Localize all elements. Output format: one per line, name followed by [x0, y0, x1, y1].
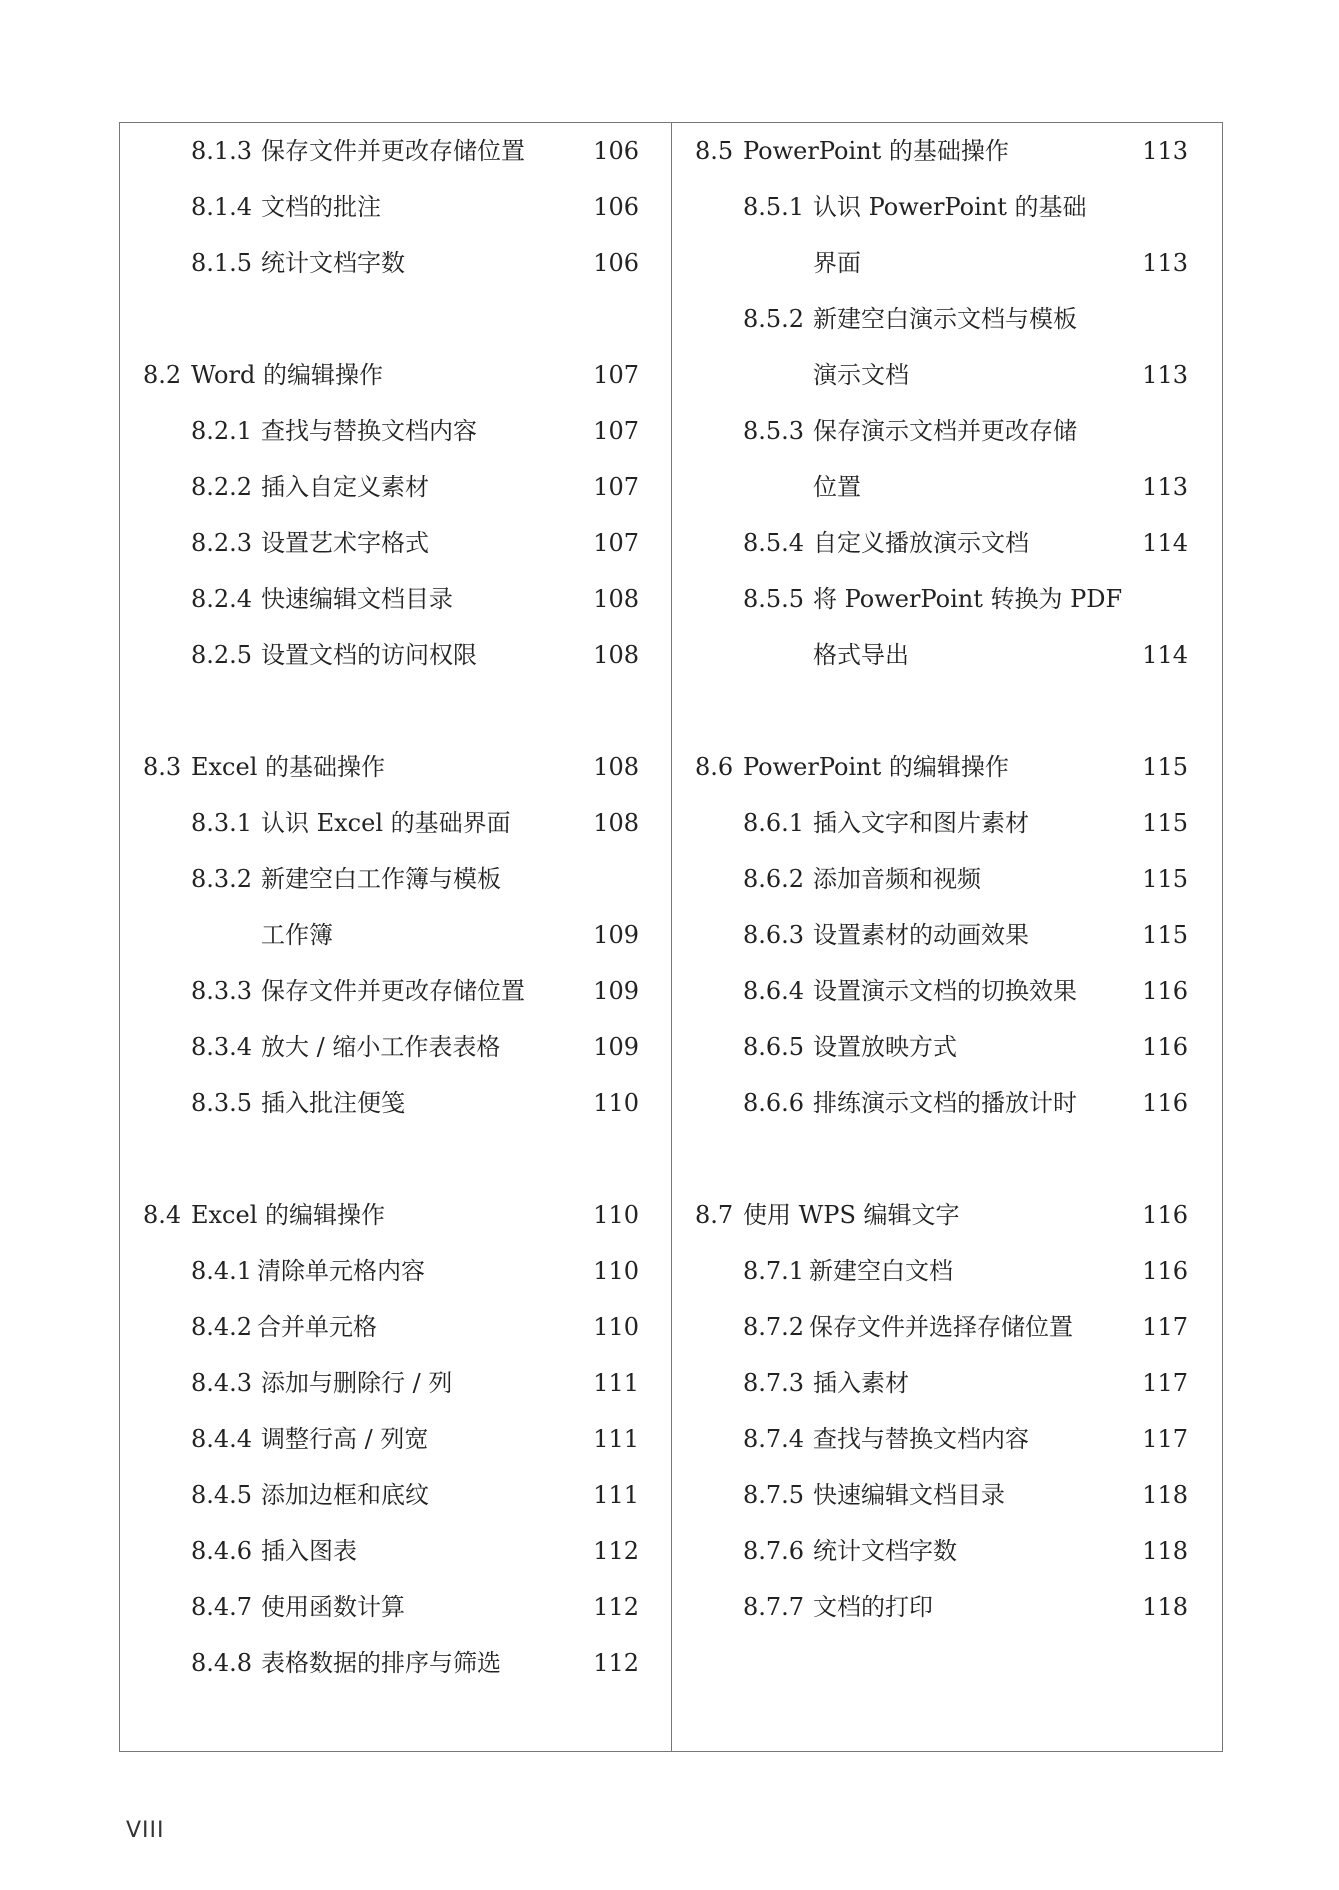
entry-page: 106 [593, 193, 639, 221]
entry-number: 8.3.5 [191, 1089, 253, 1117]
toc-section-8-7[interactable] [672, 1187, 1222, 1243]
section-page: 110 [593, 1201, 639, 1229]
entry-number: 8.2.4 [191, 585, 253, 613]
entry-title-continued: 位置 [813, 473, 861, 501]
entry-page: 109 [593, 921, 639, 949]
toc-section-8-3[interactable] [120, 739, 671, 795]
toc-entry-8-6-1[interactable] [672, 795, 1222, 851]
toc-entry-8-7-2[interactable] [672, 1299, 1222, 1355]
entry-page: 116 [1142, 1257, 1188, 1285]
entry-page: 116 [1142, 977, 1188, 1005]
toc-entry-8-2-3[interactable] [120, 515, 671, 571]
entry-number: 8.6.6 [743, 1089, 805, 1117]
entry-number: 8.1.3 [191, 137, 253, 165]
toc-entry-8-6-6[interactable] [672, 1075, 1222, 1131]
entry-title: 调整行高 / 列宽 [261, 1425, 429, 1453]
section-page: 116 [1142, 1201, 1188, 1229]
entry-number: 8.2.5 [191, 641, 253, 669]
entry-title-continued: 工作簿 [261, 921, 333, 949]
toc-entry-8-5-1[interactable] [672, 179, 1222, 235]
toc-entry-8-3-2[interactable] [120, 851, 671, 907]
section-number: 8.7 [695, 1201, 734, 1229]
entry-page: 115 [1142, 865, 1188, 893]
entry-number: 8.7.7 [743, 1593, 805, 1621]
entry-number: 8.6.5 [743, 1033, 805, 1061]
entry-number: 8.5.5 [743, 585, 805, 613]
toc-entry-8-4-1[interactable] [120, 1243, 671, 1299]
entry-title: 插入自定义素材 [261, 473, 429, 501]
section-number: 8.6 [695, 753, 734, 781]
toc-entry-8-4-4[interactable] [120, 1411, 671, 1467]
entry-title-continued: 演示文档 [813, 361, 909, 389]
toc-entry-8-5-2[interactable] [672, 291, 1222, 347]
entry-page: 117 [1142, 1313, 1188, 1341]
entry-title: 插入图表 [261, 1537, 357, 1565]
section-title: 使用 WPS 编辑文字 [743, 1201, 960, 1229]
entry-title: 设置艺术字格式 [261, 529, 429, 557]
toc-entry-8-7-7[interactable] [672, 1579, 1222, 1635]
entry-title: 排练演示文档的播放计时 [813, 1089, 1077, 1117]
entry-page: 112 [593, 1537, 639, 1565]
toc-entry-8-4-7[interactable] [120, 1579, 671, 1635]
entry-number: 8.7.4 [743, 1425, 805, 1453]
toc-frame [119, 122, 1223, 1752]
toc-section-8-4[interactable] [120, 1187, 671, 1243]
entry-title: 新建空白工作簿与模板 [261, 865, 501, 893]
entry-title: 设置放映方式 [813, 1033, 957, 1061]
entry-number: 8.7.3 [743, 1369, 805, 1397]
entry-title-continued: 界面 [813, 249, 861, 277]
entry-number: 8.6.2 [743, 865, 805, 893]
entry-number: 8.4.2 [191, 1313, 253, 1341]
entry-number: 8.1.5 [191, 249, 253, 277]
page-number: VIII [126, 1818, 165, 1843]
entry-title: 快速编辑文档目录 [261, 585, 453, 613]
toc-entry-8-7-1[interactable] [672, 1243, 1222, 1299]
entry-title: 设置文档的访问权限 [261, 641, 477, 669]
entry-title: 保存文件并更改存储位置 [261, 977, 525, 1005]
entry-title: 将 PowerPoint 转换为 PDF [813, 585, 1123, 613]
entry-number: 8.5.4 [743, 529, 805, 557]
toc-section-8-2[interactable] [120, 347, 671, 403]
entry-number: 8.2.3 [191, 529, 253, 557]
entry-title: 认识 PowerPoint 的基础 [813, 193, 1087, 221]
entry-title: 插入批注便笺 [261, 1089, 405, 1117]
entry-number: 8.4.5 [191, 1481, 253, 1509]
toc-entry-8-6-3[interactable] [672, 907, 1222, 963]
entry-title: 统计文档字数 [261, 249, 405, 277]
toc-entry-8-3-4[interactable] [120, 1019, 671, 1075]
entry-number: 8.7.5 [743, 1481, 805, 1509]
toc-entry-8-5-2-continued[interactable] [672, 347, 1222, 403]
toc-entry-8-4-8[interactable] [120, 1635, 671, 1691]
entry-number: 8.4.1 [191, 1257, 253, 1285]
entry-number: 8.5.3 [743, 417, 805, 445]
entry-title: 统计文档字数 [813, 1537, 957, 1565]
toc-entry-8-5-5[interactable] [672, 571, 1222, 627]
entry-page: 110 [593, 1257, 639, 1285]
toc-entry-8-6-4[interactable] [672, 963, 1222, 1019]
entry-page: 115 [1142, 809, 1188, 837]
entry-title: 文档的批注 [261, 193, 381, 221]
entry-page: 108 [593, 641, 639, 669]
entry-title: 清除单元格内容 [257, 1257, 425, 1285]
section-title: Excel 的编辑操作 [191, 1201, 386, 1229]
section-title: PowerPoint 的基础操作 [743, 137, 1009, 165]
entry-page: 118 [1142, 1537, 1188, 1565]
entry-title: 使用函数计算 [261, 1593, 405, 1621]
entry-title: 文档的打印 [813, 1593, 933, 1621]
entry-title: 自定义播放演示文档 [813, 529, 1029, 557]
entry-title: 插入素材 [813, 1369, 909, 1397]
entry-title: 设置演示文档的切换效果 [813, 977, 1077, 1005]
toc-section-8-5[interactable] [672, 123, 1222, 179]
entry-page: 110 [593, 1313, 639, 1341]
entry-title: 放大 / 缩小工作表表格 [261, 1033, 501, 1061]
entry-title: 合并单元格 [257, 1313, 377, 1341]
entry-title: 添加边框和底纹 [261, 1481, 429, 1509]
entry-page: 113 [1142, 473, 1188, 501]
entry-page: 109 [593, 1033, 639, 1061]
entry-title: 保存文件并更改存储位置 [261, 137, 525, 165]
section-number: 8.5 [695, 137, 734, 165]
entry-number: 8.7.6 [743, 1537, 805, 1565]
entry-page: 113 [1142, 249, 1188, 277]
toc-entry-8-5-5-continued[interactable] [672, 627, 1222, 683]
entry-number: 8.4.4 [191, 1425, 253, 1453]
entry-page: 107 [593, 529, 639, 557]
toc-entry-8-4-6[interactable] [120, 1523, 671, 1579]
section-title: Word 的编辑操作 [191, 361, 383, 389]
section-page: 108 [593, 753, 639, 781]
entry-number: 8.5.2 [743, 305, 805, 333]
entry-number: 8.4.7 [191, 1593, 253, 1621]
entry-page: 107 [593, 417, 639, 445]
toc-entry-8-3-5[interactable] [120, 1075, 671, 1131]
section-page: 115 [1142, 753, 1188, 781]
toc-entry-8-7-5[interactable] [672, 1467, 1222, 1523]
entry-number: 8.3.1 [191, 809, 253, 837]
entry-title-continued: 格式导出 [813, 641, 909, 669]
entry-page: 106 [593, 249, 639, 277]
entry-number: 8.4.3 [191, 1369, 253, 1397]
entry-page: 115 [1142, 921, 1188, 949]
toc-entry-8-7-4[interactable] [672, 1411, 1222, 1467]
entry-title: 查找与替换文档内容 [261, 417, 477, 445]
toc-entry-8-2-4[interactable] [120, 571, 671, 627]
entry-number: 8.7.1 [743, 1257, 805, 1285]
entry-title: 认识 Excel 的基础界面 [261, 809, 511, 837]
entry-page: 112 [593, 1593, 639, 1621]
entry-title: 快速编辑文档目录 [813, 1481, 1005, 1509]
entry-number: 8.1.4 [191, 193, 253, 221]
entry-number: 8.3.4 [191, 1033, 253, 1061]
toc-entry-8-3-3[interactable] [120, 963, 671, 1019]
section-title: Excel 的基础操作 [191, 753, 386, 781]
entry-number: 8.2.2 [191, 473, 253, 501]
toc-entry-8-3-1[interactable] [120, 795, 671, 851]
entry-page: 111 [593, 1425, 639, 1453]
entry-number: 8.5.1 [743, 193, 805, 221]
entry-number: 8.6.3 [743, 921, 805, 949]
entry-page: 108 [593, 809, 639, 837]
toc-entry-8-5-3[interactable] [672, 403, 1222, 459]
entry-number: 8.6.4 [743, 977, 805, 1005]
toc-entry-8-1-5[interactable] [120, 235, 671, 291]
entry-title: 保存演示文档并更改存储 [813, 417, 1077, 445]
entry-page: 118 [1142, 1481, 1188, 1509]
entry-page: 116 [1142, 1089, 1188, 1117]
entry-page: 109 [593, 977, 639, 1005]
entry-page: 107 [593, 473, 639, 501]
entry-page: 117 [1142, 1369, 1188, 1397]
entry-page: 106 [593, 137, 639, 165]
entry-title: 设置素材的动画效果 [813, 921, 1029, 949]
toc-entry-8-2-1[interactable] [120, 403, 671, 459]
entry-page: 118 [1142, 1593, 1188, 1621]
toc-entry-8-3-2-continued[interactable] [120, 907, 671, 963]
entry-page: 117 [1142, 1425, 1188, 1453]
section-title: PowerPoint 的编辑操作 [743, 753, 1009, 781]
section-number: 8.2 [143, 361, 182, 389]
toc-entry-8-5-4[interactable] [672, 515, 1222, 571]
entry-title: 新建空白演示文档与模板 [813, 305, 1077, 333]
entry-title: 添加音频和视频 [813, 865, 981, 893]
entry-number: 8.2.1 [191, 417, 253, 445]
entry-number: 8.4.6 [191, 1537, 253, 1565]
entry-page: 108 [593, 585, 639, 613]
entry-page: 111 [593, 1369, 639, 1397]
entry-page: 111 [593, 1481, 639, 1509]
toc-entry-8-7-6[interactable] [672, 1523, 1222, 1579]
toc-entry-8-6-5[interactable] [672, 1019, 1222, 1075]
toc-entry-8-5-3-continued[interactable] [672, 459, 1222, 515]
entry-page: 114 [1142, 641, 1188, 669]
entry-page: 110 [593, 1089, 639, 1117]
toc-entry-8-6-2[interactable] [672, 851, 1222, 907]
entry-title: 表格数据的排序与筛选 [261, 1649, 501, 1677]
entry-title: 插入文字和图片素材 [813, 809, 1029, 837]
toc-entry-8-1-3[interactable] [120, 123, 671, 179]
entry-page: 114 [1142, 529, 1188, 557]
entry-number: 8.3.3 [191, 977, 253, 1005]
entry-number: 8.3.2 [191, 865, 253, 893]
entry-title: 保存文件并选择存储位置 [809, 1313, 1073, 1341]
toc-entry-8-1-4[interactable] [120, 179, 671, 235]
section-page: 107 [593, 361, 639, 389]
entry-page: 116 [1142, 1033, 1188, 1061]
toc-entry-8-5-1-continued[interactable] [672, 235, 1222, 291]
toc-entry-8-2-2[interactable] [120, 459, 671, 515]
section-number: 8.4 [143, 1201, 182, 1229]
toc-entry-8-7-3[interactable] [672, 1355, 1222, 1411]
toc-entry-8-4-5[interactable] [120, 1467, 671, 1523]
toc-entry-8-2-5[interactable] [120, 627, 671, 683]
section-number: 8.3 [143, 753, 182, 781]
section-page: 113 [1142, 137, 1188, 165]
entry-number: 8.7.2 [743, 1313, 805, 1341]
entry-title: 新建空白文档 [809, 1257, 953, 1285]
entry-title: 添加与删除行 / 列 [261, 1369, 453, 1397]
entry-title: 查找与替换文档内容 [813, 1425, 1029, 1453]
entry-number: 8.6.1 [743, 809, 805, 837]
entry-number: 8.4.8 [191, 1649, 253, 1677]
toc-section-8-6[interactable] [672, 739, 1222, 795]
entry-page: 113 [1142, 361, 1188, 389]
toc-entry-8-4-3[interactable] [120, 1355, 671, 1411]
toc-entry-8-4-2[interactable] [120, 1299, 671, 1355]
entry-page: 112 [593, 1649, 639, 1677]
